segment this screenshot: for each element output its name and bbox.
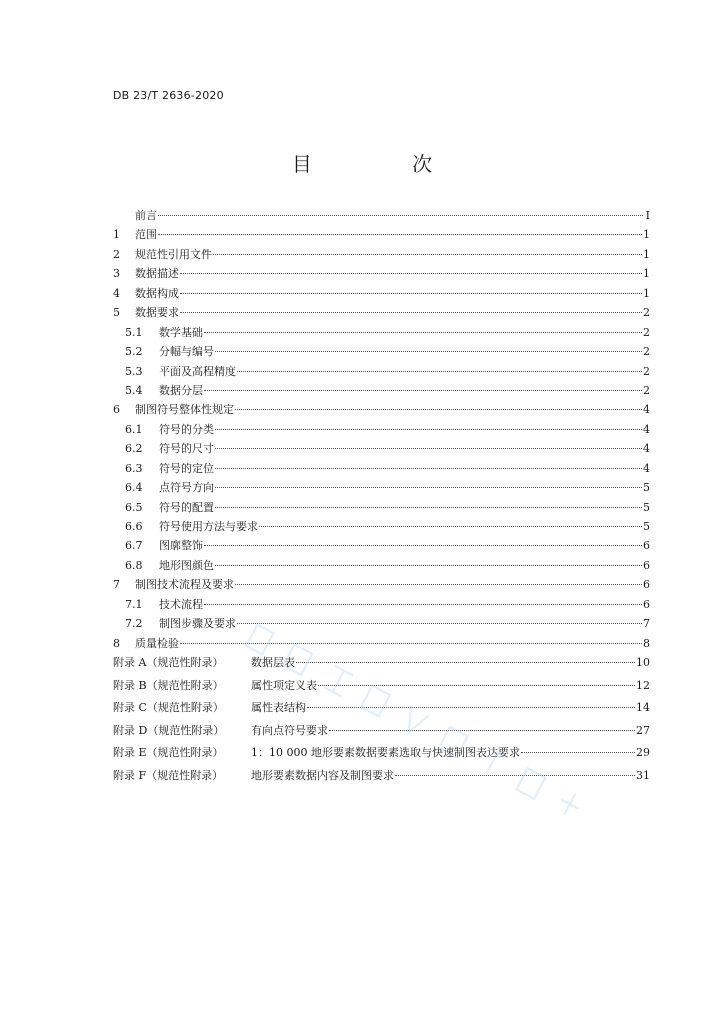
leader-dots — [259, 526, 642, 527]
toc-subentry[interactable]: 7.2 制图步骤及要求 7 — [125, 617, 650, 631]
page-number: 4 — [643, 422, 650, 436]
page-number: 2 — [643, 306, 650, 320]
page-number: 4 — [643, 461, 650, 475]
leader-dots — [215, 448, 642, 449]
page-number: 10 — [636, 656, 650, 670]
table-of-contents — [113, 207, 650, 789]
toc-subentry[interactable]: 7.1 技术流程 6 — [125, 597, 650, 611]
leader-dots — [180, 273, 642, 274]
toc-annex-c[interactable]: 附录 C（规范性附录） 属性表结构 14 — [113, 701, 650, 715]
toc-subentry[interactable]: 6.7 图廓整饰 6 — [125, 539, 650, 553]
leader-dots — [204, 332, 642, 333]
page-number: 6 — [643, 558, 650, 572]
toc-subentry[interactable]: 5.1 数学基础 2 — [125, 325, 650, 339]
toc-title: 目 次 — [291, 152, 465, 176]
toc-subentry[interactable]: 6.2 符号的尺寸 4 — [125, 442, 650, 456]
toc-subentry[interactable]: 6.1 符号的分类 4 — [125, 422, 650, 436]
toc-subentry[interactable]: 6.3 符号的定位 4 — [125, 461, 650, 475]
toc-entry-foreword[interactable]: 前言 I — [135, 209, 650, 222]
toc-subentry[interactable]: 6.6 符号使用方法与要求 5 — [125, 520, 650, 533]
page-number: 12 — [636, 678, 650, 692]
leader-dots — [158, 234, 642, 235]
leader-dots — [521, 752, 635, 753]
toc-annex-e[interactable]: 附录 E（规范性附录） 1：10 000 地形要素数据要素选取与快速制图表达要求 29 — [113, 746, 650, 760]
leader-dots — [215, 565, 642, 566]
page-number: 5 — [643, 481, 650, 495]
page-number: 2 — [643, 383, 650, 397]
page-number: I — [645, 209, 650, 222]
toc-entry[interactable]: 5 数据要求 2 — [113, 306, 650, 320]
page-number: 29 — [636, 746, 650, 760]
leader-dots — [215, 351, 642, 352]
leader-dots — [204, 604, 642, 605]
leader-dots — [235, 409, 642, 410]
leader-dots — [215, 507, 642, 508]
leader-dots — [237, 371, 642, 372]
page-number: 2 — [643, 364, 650, 378]
toc-entry[interactable]: 1 范围 1 — [113, 228, 650, 242]
leader-dots — [329, 730, 635, 731]
leader-dots — [204, 390, 642, 391]
leader-dots — [215, 468, 642, 469]
page-number: 1 — [643, 286, 650, 300]
leader-dots — [180, 643, 642, 644]
page-number: 2 — [643, 325, 650, 339]
page-number: 5 — [643, 520, 650, 533]
page-number: 1 — [643, 247, 650, 261]
standard-code: DB 23/T 2636-2020 — [113, 89, 224, 102]
toc-annex-a[interactable]: 附录 A（规范性附录） 数据层表 10 — [113, 656, 650, 670]
toc-subentry[interactable]: 5.4 数据分层 2 — [125, 383, 650, 397]
page-number: 31 — [636, 768, 650, 782]
toc-annex-f[interactable]: 附录 F（规范性附录） 地形要素数据内容及制图要求 31 — [113, 768, 650, 782]
toc-entry[interactable]: 8 质量检验 8 — [113, 636, 650, 650]
page-number: 2 — [643, 345, 650, 359]
toc-subentry[interactable]: 5.2 分幅与编号 2 — [125, 345, 650, 359]
toc-entry[interactable]: 3 数据描述 1 — [113, 267, 650, 281]
page-number: 7 — [643, 617, 650, 631]
leader-dots — [318, 685, 635, 686]
page-number: 14 — [636, 701, 650, 715]
leader-dots — [307, 707, 635, 708]
leader-dots — [237, 623, 642, 624]
leader-dots — [158, 215, 643, 216]
leader-dots — [215, 429, 642, 430]
toc-entry[interactable]: 2 规范性引用文件 1 — [113, 247, 650, 261]
leader-dots — [213, 254, 642, 255]
toc-subentry[interactable]: 6.8 地形图颜色 6 — [125, 558, 650, 572]
toc-entry[interactable]: 6 制图符号整体性规定 4 — [113, 403, 650, 417]
page-number: 6 — [643, 539, 650, 553]
page-number: 8 — [643, 636, 650, 650]
page-number: 4 — [643, 403, 650, 417]
page-number: 6 — [643, 578, 650, 592]
toc-subentry[interactable]: 5.3 平面及高程精度 2 — [125, 364, 650, 378]
page-number: 27 — [636, 723, 650, 737]
page-number: 1 — [643, 267, 650, 281]
toc-annex-d[interactable]: 附录 D（规范性附录） 有向点符号要求 27 — [113, 723, 650, 737]
leader-dots — [180, 312, 642, 313]
page-number: 5 — [643, 500, 650, 514]
leader-dots — [215, 487, 642, 488]
leader-dots — [204, 545, 642, 546]
leader-dots — [296, 662, 635, 663]
toc-subentry[interactable]: 6.5 符号的配置 5 — [125, 500, 650, 514]
page-number: 4 — [643, 442, 650, 456]
toc-subentry[interactable]: 6.4 点符号方向 5 — [125, 481, 650, 495]
leader-dots — [395, 775, 635, 776]
toc-entry[interactable]: 7 制图技术流程及要求 6 — [113, 578, 650, 592]
page-number: 6 — [643, 597, 650, 611]
leader-dots — [180, 293, 642, 294]
toc-annex-b[interactable]: 附录 B（规范性附录） 属性项定义表 12 — [113, 678, 650, 692]
leader-dots — [235, 584, 642, 585]
page-number: 1 — [643, 228, 650, 242]
toc-entry[interactable]: 4 数据构成 1 — [113, 286, 650, 300]
